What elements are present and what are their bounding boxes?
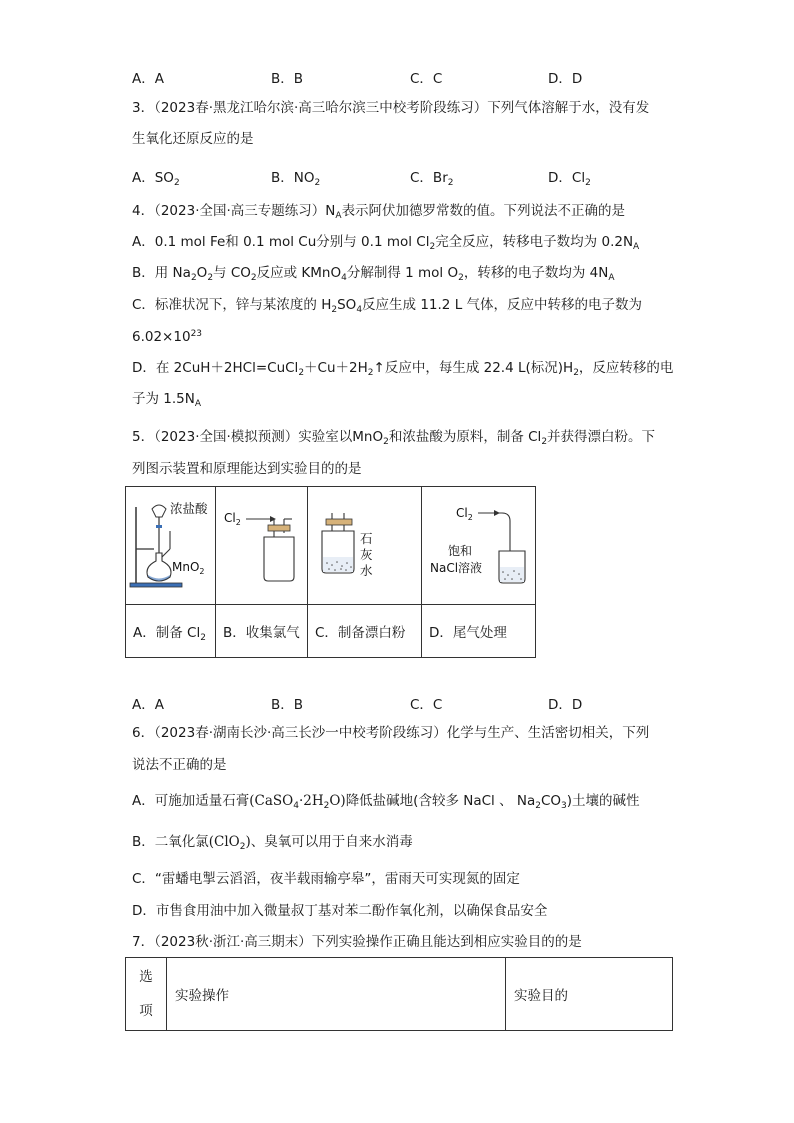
q3-option-c: C．$Br_2$	[410, 170, 454, 188]
q6-option-c: C．“雷蟠电掣云滔滔，夜半载雨输亭皋”，雷雨天可实现氮的固定	[132, 871, 520, 887]
fig-d-label-3: NaCl溶液	[430, 561, 483, 575]
q3-option-b: B．$NO_2$	[271, 170, 321, 188]
q5-figure-c	[308, 487, 422, 605]
q5-apparatus-table	[125, 486, 536, 658]
q5-stem-line1: 5．（2023·全国·模拟预测）实验室以MnO$_2$和浓盐酸为原料，制备 $Cl_2$并获得漂白粉。下	[132, 429, 656, 447]
table-row	[126, 958, 673, 1031]
fig-c-label-1: 石	[360, 531, 373, 546]
q5-caption-b: B．收集氯气	[216, 605, 308, 658]
q2-option-a: A．A	[132, 71, 164, 87]
q6-option-b: B．二氧化氯(ClO$_2$)、臭氧可以用于自来水消毒	[132, 834, 413, 852]
q4-option-a: A．0.1 mol Fe和 0.1 mol Cu分别与 0.1 mol $Cl_2$完全反应，转移电子数均为 $0.2N_A$	[132, 234, 640, 252]
q6-option-a: A．可施加适量石膏$(CaSO_4\cdot 2H_2O)$降低盐碱地(含较多 NaCl 、 $Na_2CO_3$)土壤的碱性	[132, 793, 640, 811]
q4-option-b: B．用 $Na_2O_2$与 $CO_2$反应或 KMnO$_4$分解制得 1 mol $O_2$，转移的电子数均为 $4N_A$	[132, 265, 615, 283]
q2-option-c: C．C	[410, 71, 443, 87]
q3-option-a: A．$SO_2$	[132, 170, 180, 188]
q4-stem: 4．（2023·全国·高三专题练习）$N_A$表示阿伏加德罗常数的值。下列说法不正确的是	[132, 203, 626, 221]
q7-header-purpose: 实验目的	[506, 958, 673, 1031]
fig-c-label-3: 水	[360, 563, 373, 578]
q5-option-a: A．A	[132, 697, 164, 713]
q7-header-option: 选 项	[126, 958, 167, 1031]
q7-header-operation: 实验操作	[167, 958, 506, 1031]
q5-stem-line2: 列图示装置和原理能达到实验目的的是	[132, 461, 362, 477]
fig-c-label-2: 灰	[360, 547, 373, 562]
q5-option-c: C．C	[410, 697, 443, 713]
q4-option-c-line2: $6.02\times 10^{23}$	[132, 329, 203, 345]
q5-caption-d: D．尾气处理	[422, 605, 536, 658]
q3-option-d: D．$Cl_2$	[548, 170, 591, 188]
q5-caption-c: C．制备漂白粉	[308, 605, 422, 658]
q7-stem: 7．（2023秋·浙江·高三期末）下列实验操作正确且能达到相应实验目的的是	[132, 934, 582, 950]
fig-d-label-2: 饱和	[448, 544, 473, 558]
q2-options	[132, 67, 692, 85]
fig-d-label-cl2: $Cl_2$	[456, 506, 473, 522]
q4-option-d-line2: 子为 $1.5N_A$	[132, 391, 202, 409]
q5-options	[132, 693, 692, 711]
q5-option-b: B．B	[271, 697, 304, 713]
q4-option-c: C．标准状况下，锌与某浓度的 $H_2SO_4$反应生成 11.2 L 气体，反应中转移的电子数为	[132, 297, 642, 315]
figure-a-svg	[126, 487, 215, 600]
q6-stem-line1: 6．（2023春·湖南长沙·高三长沙一中校考阶段练习）化学与生产、生活密切相关，下列	[132, 725, 650, 741]
q5-caption-a: A．制备 $Cl_2$	[126, 605, 216, 658]
q3-options	[132, 166, 692, 188]
q7-table	[125, 957, 673, 1031]
q5-option-d: D．D	[548, 697, 583, 713]
q3-stem-line1: 3．（2023春·黑龙江哈尔滨·高三哈尔滨三中校考阶段练习）下列气体溶解于水，没有发	[132, 100, 650, 116]
q6-stem-line2: 说法不正确的是	[132, 757, 227, 773]
q6-option-d: D．市售食用油中加入微量叔丁基对苯二酚作氧化剂，以确保食品安全	[132, 903, 548, 919]
figure-d-svg	[422, 487, 535, 600]
q4-option-d: D．在 $2CuH+2HCl=CuCl_2+Cu+2H_2↑$反应中，每生成 22.4 L(标况)$H_2$，反应转移的电	[132, 360, 674, 378]
q5-figure-a	[126, 487, 216, 605]
q5-figure-d	[422, 487, 536, 605]
q2-option-d: D．D	[548, 71, 583, 87]
fig-a-label-hcl: 浓盐酸	[170, 501, 208, 516]
q5-figure-b	[216, 487, 308, 605]
fig-a-label-mno2: MnO$_2$	[172, 560, 205, 576]
q2-option-b: B．B	[271, 71, 304, 87]
q3-stem-line2: 生氧化还原反应的是	[132, 131, 254, 147]
figure-c-svg	[308, 487, 421, 600]
fig-b-label-cl2: $Cl_2$	[224, 511, 241, 527]
figure-b-svg	[216, 487, 307, 600]
